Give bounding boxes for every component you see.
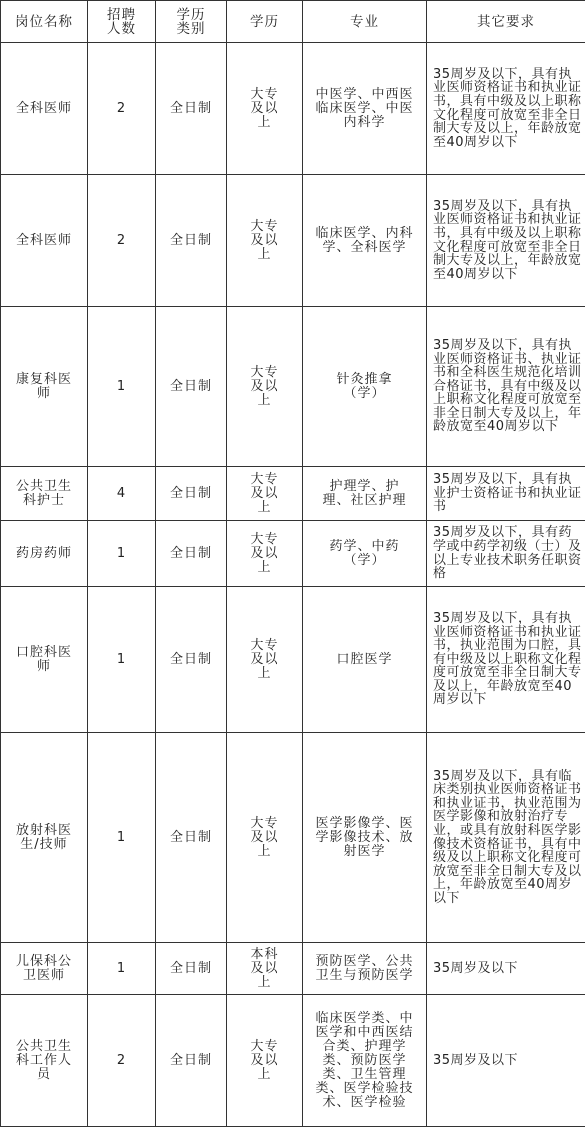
major-cell: 口腔医学: [303, 587, 427, 733]
position-cell: 儿保科公卫医师: [1, 943, 88, 995]
edu-type-cell: 全日制: [156, 175, 227, 307]
major-cell: 护理学、护理、社区护理: [303, 467, 427, 521]
position-cell: 全科医师: [1, 175, 88, 307]
table-row: [1, 943, 585, 995]
table-row: [1, 995, 585, 1127]
position-cell: 全科医师: [1, 43, 88, 175]
requirements-cell: 35周岁及以下，具有执业护士资格证书和执业证书: [427, 467, 585, 521]
count-cell: 2: [88, 175, 156, 307]
header-requirements: 其它要求: [427, 1, 585, 43]
requirements-cell: 35周岁及以下: [427, 995, 585, 1127]
requirements-cell: 35周岁及以下，具有执业医师资格证书和执业证书，具有中级及以上职称文化程度可放宽至非全日制大专及以上，年龄放宽至40周岁以下: [427, 43, 585, 175]
edu-type-cell: 全日制: [156, 587, 227, 733]
count-cell: 2: [88, 43, 156, 175]
table-row: [1, 587, 585, 733]
edu-type-cell: 全日制: [156, 521, 227, 587]
major-cell: 临床医学类、中医学和中西医结合类、护理学类、预防医学类、卫生管理类、医学检验技术、医学检验: [303, 995, 427, 1127]
edu-type-cell: 全日制: [156, 307, 227, 467]
position-cell: 康复科医师: [1, 307, 88, 467]
major-cell: 中医学、中西医临床医学、中医内科学: [303, 43, 427, 175]
major-cell: 针灸推拿（学）: [303, 307, 427, 467]
requirements-cell: 35周岁及以下，具有药学或中药学初级（士）及以上专业技术职务任职资格: [427, 521, 585, 587]
education-cell: 大专及以上: [227, 995, 303, 1127]
education-cell: 大专及以上: [227, 521, 303, 587]
table-row: [1, 43, 585, 175]
header-row: [1, 1, 585, 43]
count-cell: 1: [88, 521, 156, 587]
major-cell: 临床医学、内科学、全科医学: [303, 175, 427, 307]
requirements-cell: 35周岁及以下: [427, 943, 585, 995]
position-cell: 公共卫生科工作人员: [1, 995, 88, 1127]
education-cell: 大专及以上: [227, 43, 303, 175]
table-row: [1, 521, 585, 587]
major-cell: 预防医学、公共卫生与预防医学: [303, 943, 427, 995]
table-row: [1, 467, 585, 521]
requirements-cell: 35周岁及以下，具有执业医师资格证书和执业证书，具有中级及以上职称文化程度可放宽至非全日制大专及以上，年龄放宽至40周岁以下: [427, 175, 585, 307]
table-row: [1, 175, 585, 307]
education-cell: 大专及以上: [227, 733, 303, 943]
count-cell: 4: [88, 467, 156, 521]
edu-type-cell: 全日制: [156, 43, 227, 175]
count-cell: 1: [88, 587, 156, 733]
requirements-cell: 35周岁及以下，具有执业医师资格证书、执业证书和全科医生规范化培训合格证书，具有中级及以上职称文化程度可放宽至非全日制大专及以上，年龄放宽至40周岁以下: [427, 307, 585, 467]
education-cell: 大专及以上: [227, 467, 303, 521]
position-cell: 药房药师: [1, 521, 88, 587]
header-position: 岗位名称: [1, 1, 88, 43]
header-major: 专业: [303, 1, 427, 43]
education-cell: 大专及以上: [227, 587, 303, 733]
edu-type-cell: 全日制: [156, 943, 227, 995]
requirements-cell: 35周岁及以下，具有临床类别执业医师资格证书和执业证书，执业范围为医学影像和放射治疗专业，或具有放射科医学影像技术资格证书，具有中级及以上职称文化程度可放宽至非全日制大专及以上，年龄放宽至40周岁以下: [427, 733, 585, 943]
table-row: [1, 733, 585, 943]
education-cell: 本科及以上: [227, 943, 303, 995]
position-cell: 放射科医生/技师: [1, 733, 88, 943]
count-cell: 1: [88, 307, 156, 467]
major-cell: 医学影像学、医学影像技术、放射医学: [303, 733, 427, 943]
header-count: 招聘人数: [88, 1, 156, 43]
edu-type-cell: 全日制: [156, 467, 227, 521]
requirements-cell: 35周岁及以下，具有执业医师资格证书和执业证书，执业范围为口腔，具有中级及以上职称文化程度可放宽至非全日制大专及以上，年龄放宽至40周岁以下: [427, 587, 585, 733]
edu-type-cell: 全日制: [156, 733, 227, 943]
position-cell: 口腔科医师: [1, 587, 88, 733]
count-cell: 1: [88, 733, 156, 943]
count-cell: 1: [88, 943, 156, 995]
header-education: 学历: [227, 1, 303, 43]
major-cell: 药学、中药（学）: [303, 521, 427, 587]
table-row: [1, 307, 585, 467]
edu-type-cell: 全日制: [156, 995, 227, 1127]
position-cell: 公共卫生科护士: [1, 467, 88, 521]
count-cell: 2: [88, 995, 156, 1127]
education-cell: 大专及以上: [227, 175, 303, 307]
education-cell: 大专及以上: [227, 307, 303, 467]
header-edu-type: 学历类别: [156, 1, 227, 43]
